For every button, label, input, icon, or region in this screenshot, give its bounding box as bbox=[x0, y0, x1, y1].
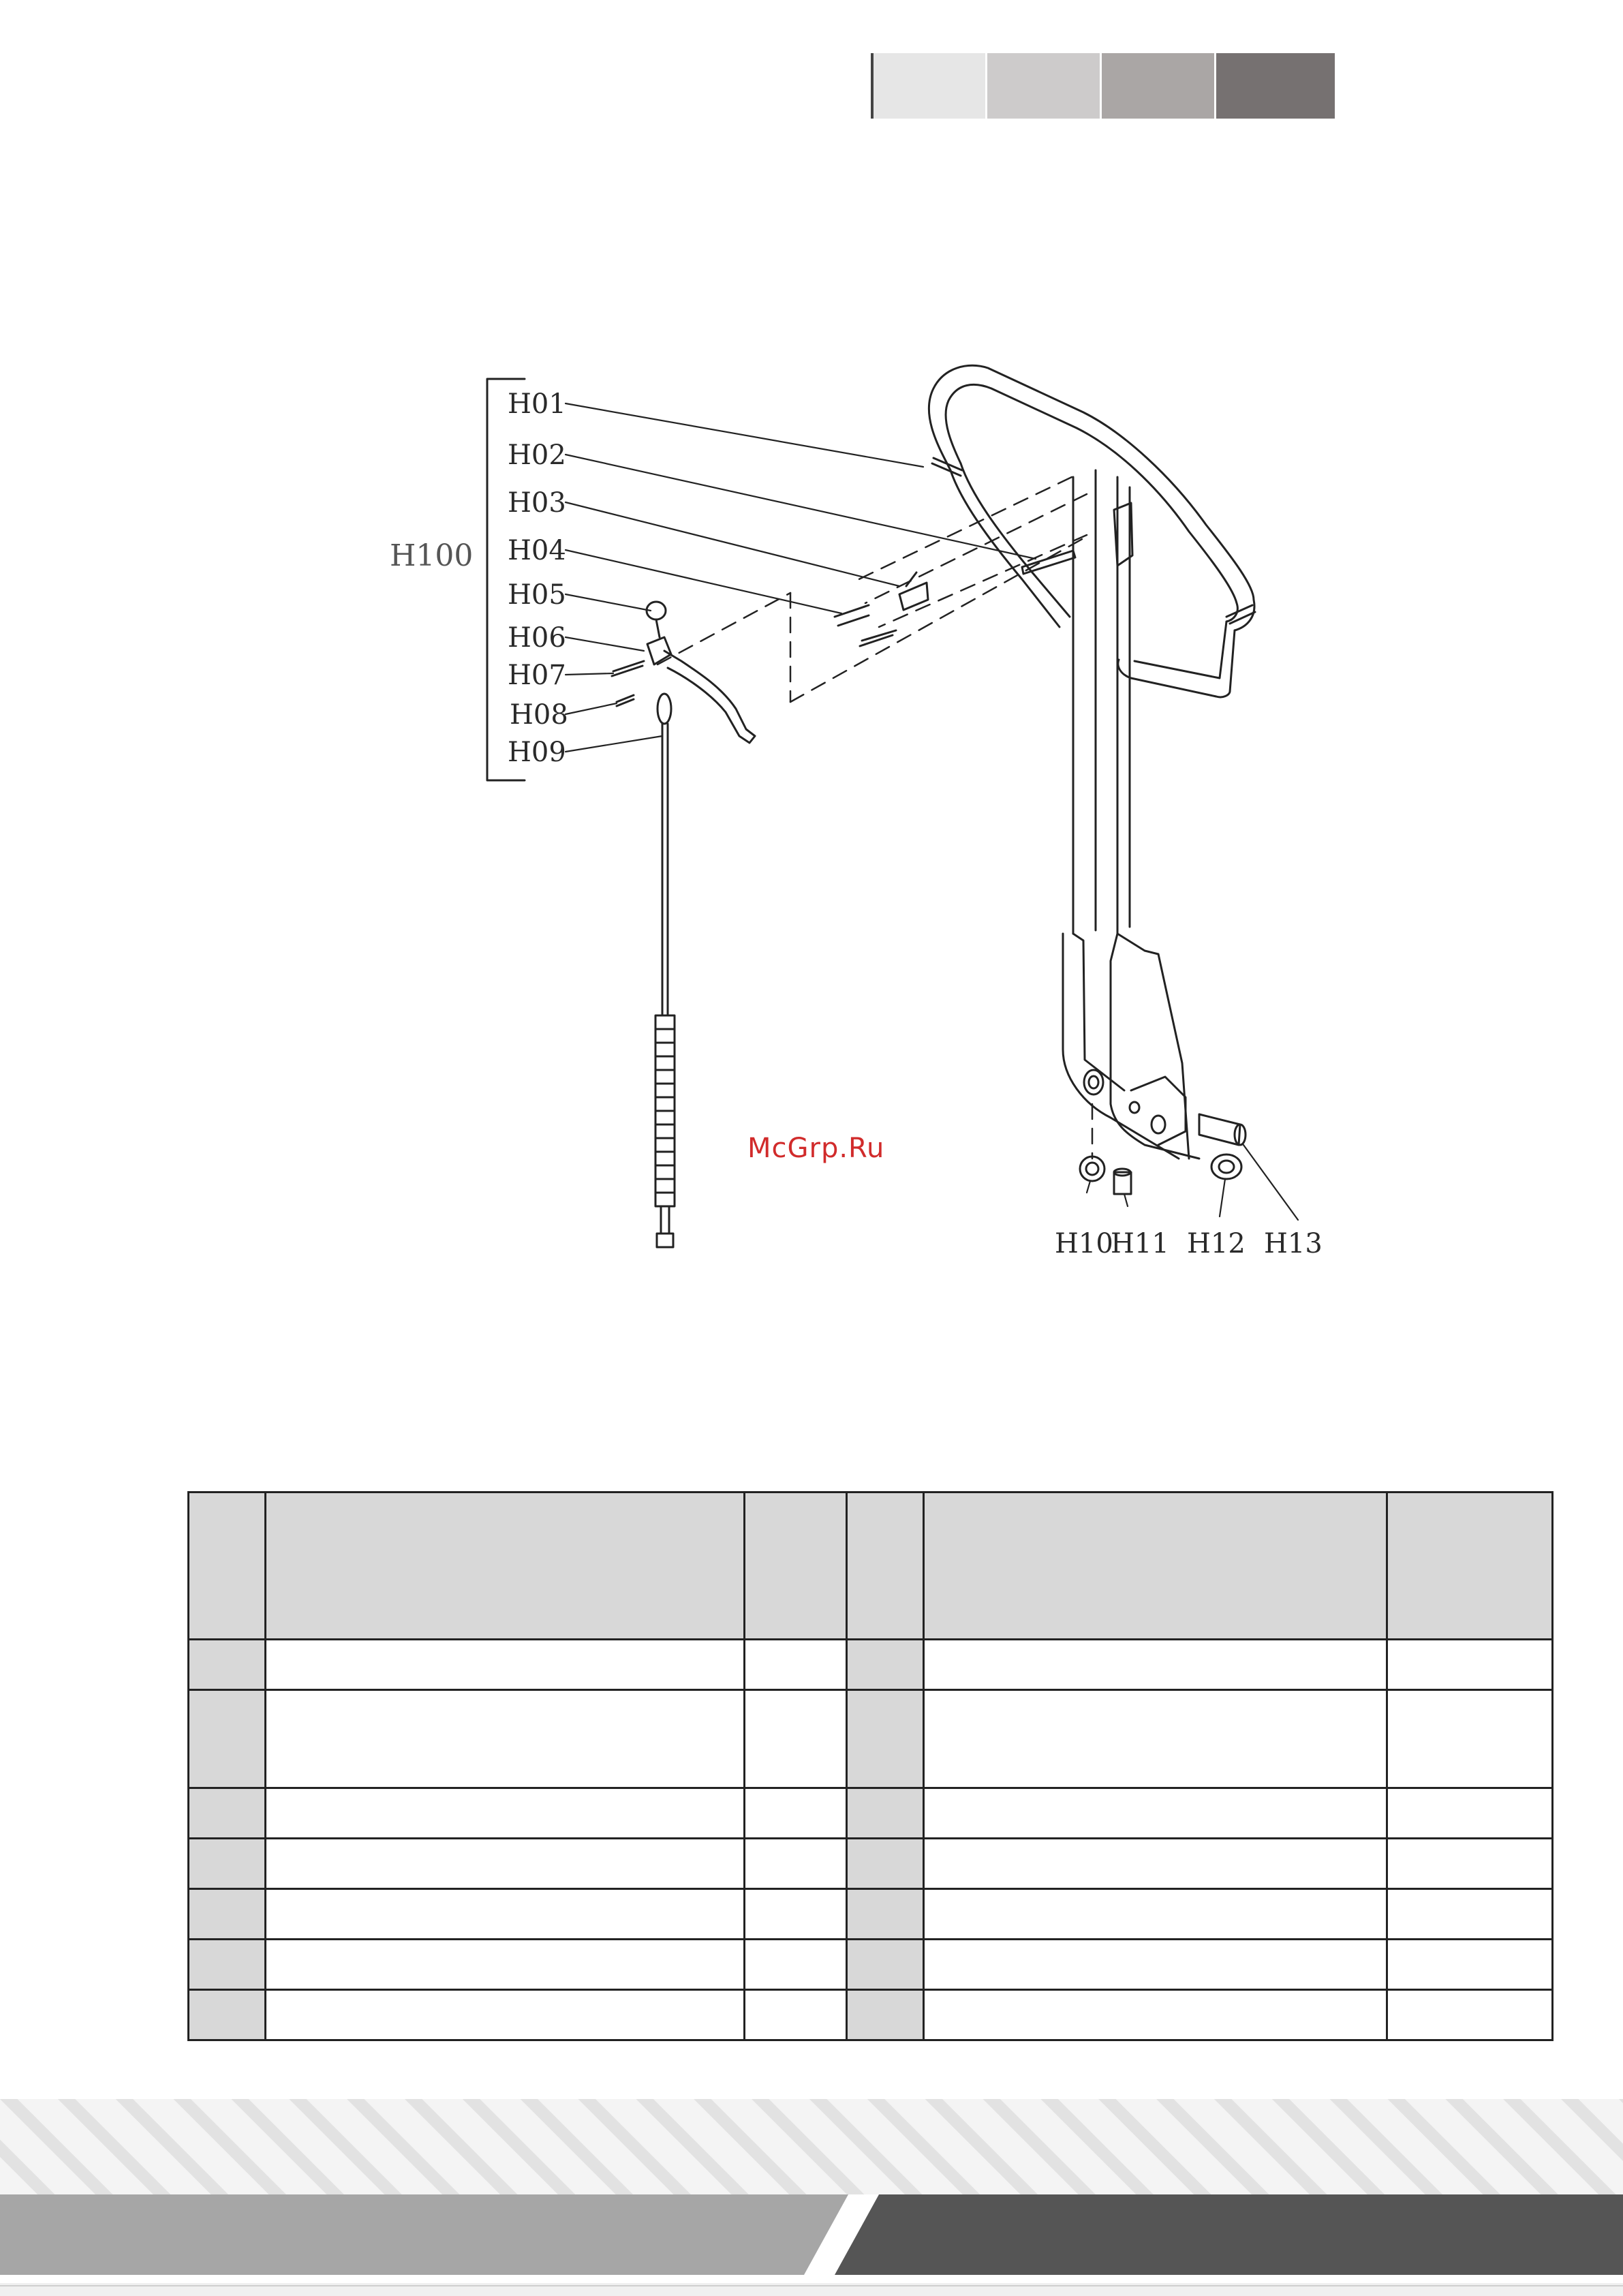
footer-light-band bbox=[0, 2194, 848, 2275]
row-qty-cell bbox=[1387, 1788, 1553, 1839]
row-qty-cell bbox=[745, 1940, 847, 1990]
label-h05: H05 bbox=[508, 579, 566, 611]
footer-hatched-band bbox=[0, 2099, 1623, 2194]
label-h12: H12 bbox=[1187, 1228, 1246, 1259]
footer-dark-band bbox=[835, 2194, 1623, 2275]
row-number-cell bbox=[189, 1940, 266, 1990]
part-h10-shape bbox=[1080, 1157, 1104, 1181]
header-cell-description-right bbox=[924, 1493, 1387, 1640]
row-qty-cell bbox=[1387, 1940, 1553, 1990]
part-h09-loop bbox=[658, 694, 671, 724]
footer-bottom-rule bbox=[0, 2283, 1623, 2296]
table-header-row bbox=[189, 1493, 1553, 1640]
row-qty-cell bbox=[1387, 1889, 1553, 1940]
row-number-cell bbox=[189, 1889, 266, 1940]
row-number-cell bbox=[847, 1839, 924, 1889]
label-h13: H13 bbox=[1264, 1228, 1323, 1259]
label-h09: H09 bbox=[508, 737, 566, 768]
row-qty-cell bbox=[745, 1839, 847, 1889]
page-footer-decoration bbox=[0, 2099, 1623, 2296]
row-number-cell bbox=[847, 1788, 924, 1839]
row-number-cell bbox=[189, 1788, 266, 1839]
row-number-cell bbox=[189, 1990, 266, 2040]
header-cell-description-left bbox=[266, 1493, 745, 1640]
row-description-cell bbox=[924, 1940, 1387, 1990]
header-cell-no-right bbox=[847, 1493, 924, 1640]
table-row bbox=[189, 1990, 1553, 2040]
row-description-cell bbox=[266, 1990, 745, 2040]
row-number-cell bbox=[847, 1640, 924, 1690]
row-number-cell bbox=[189, 1839, 266, 1889]
table-row bbox=[189, 1640, 1553, 1690]
label-h02: H02 bbox=[508, 440, 566, 471]
label-h11: H11 bbox=[1111, 1228, 1169, 1259]
row-qty-cell bbox=[1387, 1990, 1553, 2040]
table-row bbox=[189, 1690, 1553, 1788]
label-h10: H10 bbox=[1055, 1228, 1113, 1259]
label-h08: H08 bbox=[510, 699, 568, 731]
row-description-cell bbox=[266, 1690, 745, 1788]
lever-arm bbox=[664, 651, 755, 743]
table-row bbox=[189, 1940, 1553, 1990]
row-qty-cell bbox=[1387, 1690, 1553, 1788]
row-qty-cell bbox=[745, 1690, 847, 1788]
row-description-cell bbox=[266, 1889, 745, 1940]
part-h13-pin-shape bbox=[1199, 1114, 1240, 1145]
row-description-cell bbox=[266, 1640, 745, 1690]
row-qty-cell bbox=[1387, 1839, 1553, 1889]
row-qty-cell bbox=[745, 1990, 847, 2040]
header-cell-no-left bbox=[189, 1493, 266, 1640]
row-description-cell bbox=[924, 1990, 1387, 2040]
row-qty-cell bbox=[745, 1640, 847, 1690]
row-description-cell bbox=[266, 1940, 745, 1990]
group-label-h100: H100 bbox=[390, 538, 474, 573]
part-h10-bushing-shape bbox=[1084, 1070, 1103, 1095]
label-h03: H03 bbox=[508, 487, 566, 519]
row-number-cell bbox=[189, 1690, 266, 1788]
part-h06-shape bbox=[647, 637, 671, 664]
table-row bbox=[189, 1889, 1553, 1940]
row-number-cell bbox=[189, 1640, 266, 1690]
row-number-cell bbox=[847, 1990, 924, 2040]
row-qty-cell bbox=[1387, 1640, 1553, 1690]
row-qty-cell bbox=[745, 1889, 847, 1940]
label-h04: H04 bbox=[508, 535, 566, 566]
parts-table bbox=[187, 1491, 1554, 2041]
row-qty-cell bbox=[745, 1788, 847, 1839]
label-h01: H01 bbox=[508, 388, 566, 420]
row-description-cell bbox=[266, 1788, 745, 1839]
table-row bbox=[189, 1788, 1553, 1839]
row-description-cell bbox=[924, 1839, 1387, 1889]
row-number-cell bbox=[847, 1690, 924, 1788]
label-h07: H07 bbox=[508, 660, 566, 691]
part-h12-shape bbox=[1211, 1154, 1241, 1179]
row-description-cell bbox=[924, 1788, 1387, 1839]
row-number-cell bbox=[847, 1940, 924, 1990]
row-description-cell bbox=[266, 1839, 745, 1889]
row-description-cell bbox=[924, 1889, 1387, 1940]
row-number-cell bbox=[847, 1889, 924, 1940]
table-row bbox=[189, 1839, 1553, 1889]
watermark: McGrp.Ru bbox=[747, 1133, 885, 1164]
label-h06: H06 bbox=[508, 622, 566, 654]
row-description-cell bbox=[924, 1640, 1387, 1690]
header-cell-qty-right bbox=[1387, 1493, 1553, 1640]
header-cell-qty-left bbox=[745, 1493, 847, 1640]
row-description-cell bbox=[924, 1690, 1387, 1788]
